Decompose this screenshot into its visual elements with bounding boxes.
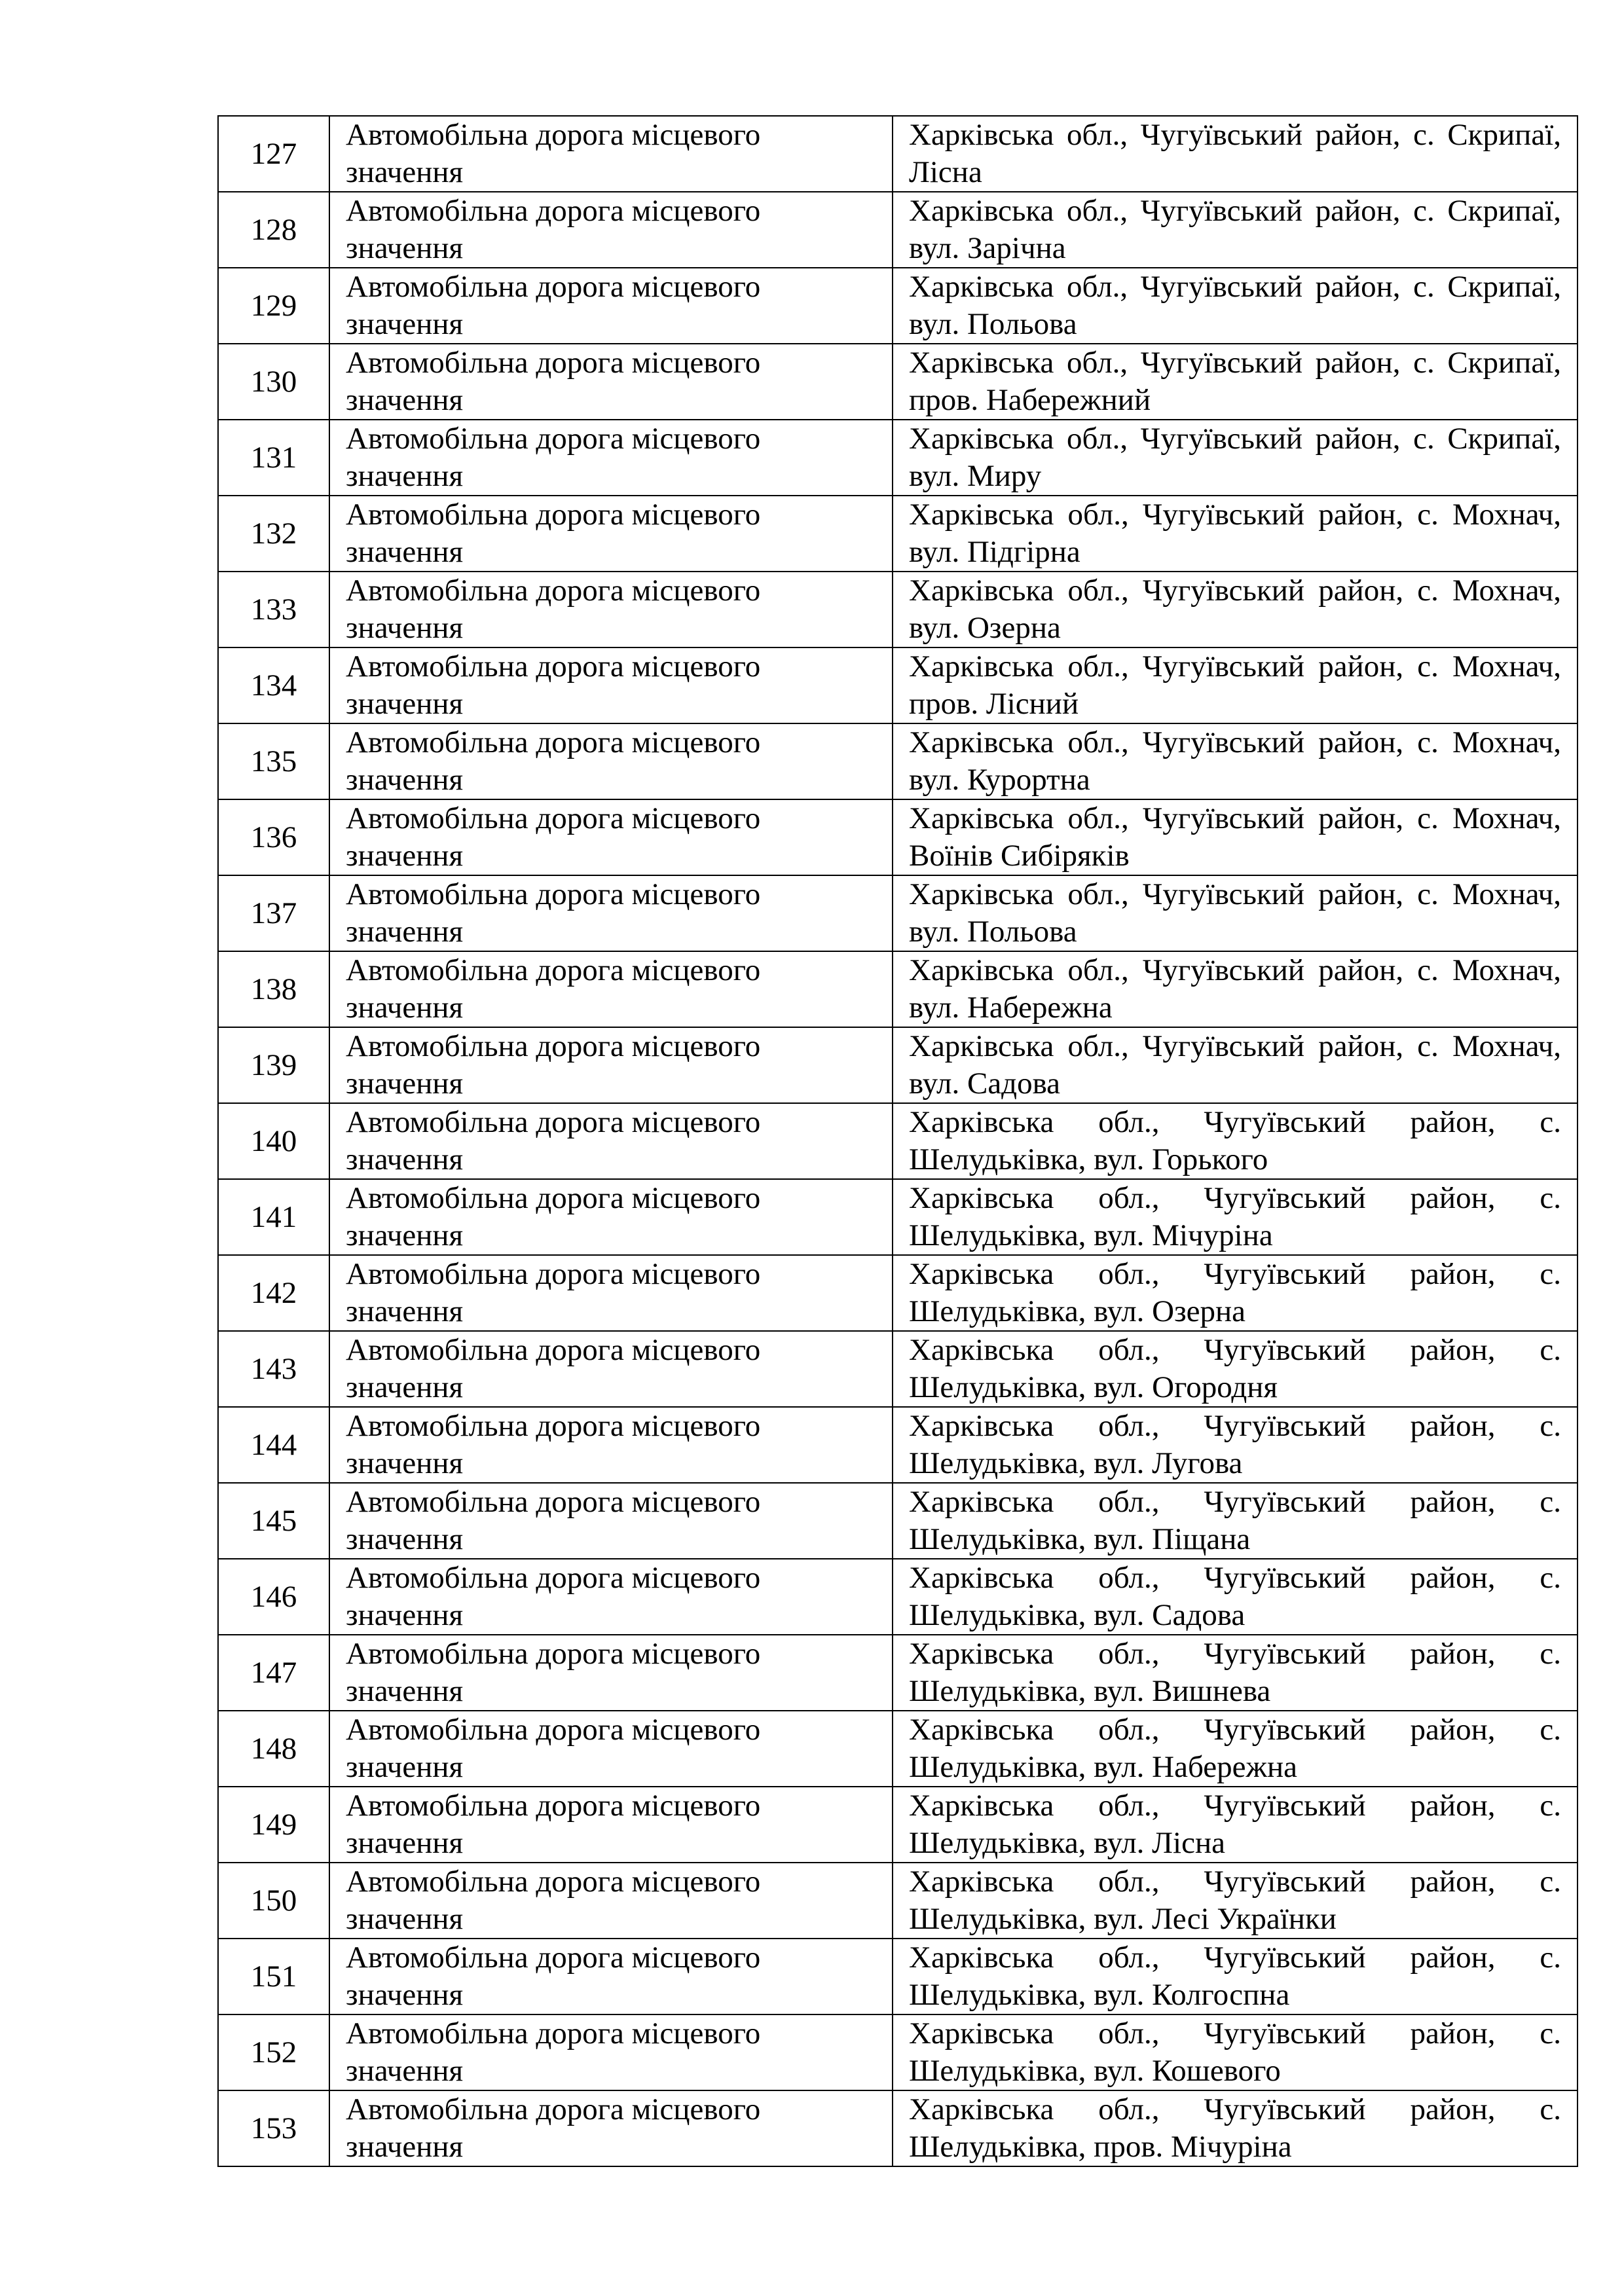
table-row xyxy=(218,420,1578,496)
row-number: 134 xyxy=(218,647,329,723)
table-row xyxy=(218,116,1578,192)
road-address: Харківська обл., Чугуївський район, с. Скрипаї, вул. Польова xyxy=(893,268,1578,344)
row-number: 153 xyxy=(218,2090,329,2166)
roads-table-body xyxy=(218,116,1578,2166)
road-name: Автомобільна дорога місцевого значення xyxy=(329,496,893,572)
table-row xyxy=(218,1255,1578,1331)
row-number: 139 xyxy=(218,1027,329,1103)
road-name: Автомобільна дорога місцевого значення xyxy=(329,2090,893,2166)
roads-table xyxy=(217,115,1578,2167)
road-address: Харківська обл., Чугуївський район, с. Скрипаї, Лісна xyxy=(893,116,1578,192)
road-address: Харківська обл., Чугуївський район, с. Мохнач, пров. Лісний xyxy=(893,647,1578,723)
road-address: Харківська обл., Чугуївський район, с. Шелудьківка, вул. Мічуріна xyxy=(893,1179,1578,1255)
road-name: Автомобільна дорога місцевого значення xyxy=(329,2014,893,2090)
road-name: Автомобільна дорога місцевого значення xyxy=(329,1255,893,1331)
table-row xyxy=(218,1939,1578,2014)
row-number: 127 xyxy=(218,116,329,192)
table-row xyxy=(218,1863,1578,1939)
road-address: Харківська обл., Чугуївський район, с. Шелудьківка, вул. Лісна xyxy=(893,1787,1578,1863)
row-number: 129 xyxy=(218,268,329,344)
road-address: Харківська обл., Чугуївський район, с. Скрипаї, вул. Зарічна xyxy=(893,192,1578,268)
road-address: Харківська обл., Чугуївський район, с. Мохнач, вул. Набережна xyxy=(893,951,1578,1027)
road-address: Харківська обл., Чугуївський район, с. Шелудьківка, вул. Кошевого xyxy=(893,2014,1578,2090)
road-address: Харківська обл., Чугуївський район, с. Скрипаї, вул. Миру xyxy=(893,420,1578,496)
road-address: Харківська обл., Чугуївський район, с. Мохнач, вул. Курортна xyxy=(893,723,1578,799)
row-number: 137 xyxy=(218,875,329,951)
table-row xyxy=(218,1559,1578,1635)
row-number: 133 xyxy=(218,572,329,647)
road-name: Автомобільна дорога місцевого значення xyxy=(329,1331,893,1407)
row-number: 136 xyxy=(218,799,329,875)
table-row xyxy=(218,799,1578,875)
table-row xyxy=(218,723,1578,799)
road-name: Автомобільна дорога місцевого значення xyxy=(329,1027,893,1103)
row-number: 150 xyxy=(218,1863,329,1939)
row-number: 152 xyxy=(218,2014,329,2090)
table-row xyxy=(218,1179,1578,1255)
table-row xyxy=(218,875,1578,951)
row-number: 147 xyxy=(218,1635,329,1711)
row-number: 148 xyxy=(218,1711,329,1787)
road-name: Автомобільна дорога місцевого значення xyxy=(329,1939,893,2014)
road-address: Харківська обл., Чугуївський район, с. Мохнач, вул. Польова xyxy=(893,875,1578,951)
table-row xyxy=(218,1711,1578,1787)
row-number: 149 xyxy=(218,1787,329,1863)
road-address: Харківська обл., Чугуївський район, с. Шелудьківка, вул. Піщана xyxy=(893,1483,1578,1559)
table-row xyxy=(218,1407,1578,1483)
row-number: 140 xyxy=(218,1103,329,1179)
road-address: Харківська обл., Чугуївський район, с. Скрипаї, пров. Набережний xyxy=(893,344,1578,420)
road-address: Харківська обл., Чугуївський район, с. Шелудьківка, пров. Мічуріна xyxy=(893,2090,1578,2166)
table-row xyxy=(218,2090,1578,2166)
row-number: 144 xyxy=(218,1407,329,1483)
table-row xyxy=(218,496,1578,572)
road-address: Харківська обл., Чугуївський район, с. Шелудьківка, вул. Набережна xyxy=(893,1711,1578,1787)
road-address: Харківська обл., Чугуївський район, с. Шелудьківка, вул. Лесі Українки xyxy=(893,1863,1578,1939)
table-row xyxy=(218,647,1578,723)
road-name: Автомобільна дорога місцевого значення xyxy=(329,1407,893,1483)
row-number: 130 xyxy=(218,344,329,420)
road-name: Автомобільна дорога місцевого значення xyxy=(329,344,893,420)
road-name: Автомобільна дорога місцевого значення xyxy=(329,192,893,268)
road-address: Харківська обл., Чугуївський район, с. Мохнач, вул. Садова xyxy=(893,1027,1578,1103)
road-address: Харківська обл., Чугуївський район, с. Мохнач, вул. Озерна xyxy=(893,572,1578,647)
row-number: 135 xyxy=(218,723,329,799)
row-number: 151 xyxy=(218,1939,329,2014)
road-name: Автомобільна дорога місцевого значення xyxy=(329,1179,893,1255)
road-address: Харківська обл., Чугуївський район, с. Шелудьківка, вул. Озерна xyxy=(893,1255,1578,1331)
road-name: Автомобільна дорога місцевого значення xyxy=(329,951,893,1027)
road-address: Харківська обл., Чугуївський район, с. Шелудьківка, вул. Садова xyxy=(893,1559,1578,1635)
road-name: Автомобільна дорога місцевого значення xyxy=(329,1711,893,1787)
road-name: Автомобільна дорога місцевого значення xyxy=(329,268,893,344)
road-name: Автомобільна дорога місцевого значення xyxy=(329,1635,893,1711)
road-name: Автомобільна дорога місцевого значення xyxy=(329,1483,893,1559)
table-row xyxy=(218,268,1578,344)
road-name: Автомобільна дорога місцевого значення xyxy=(329,572,893,647)
row-number: 146 xyxy=(218,1559,329,1635)
road-address: Харківська обл., Чугуївський район, с. Шелудьківка, вул. Колгоспна xyxy=(893,1939,1578,2014)
road-address: Харківська обл., Чугуївський район, с. Мохнач, Воїнів Сибіряків xyxy=(893,799,1578,875)
table-row xyxy=(218,1027,1578,1103)
table-row xyxy=(218,1635,1578,1711)
road-name: Автомобільна дорога місцевого значення xyxy=(329,1863,893,1939)
table-row xyxy=(218,1331,1578,1407)
row-number: 131 xyxy=(218,420,329,496)
road-name: Автомобільна дорога місцевого значення xyxy=(329,799,893,875)
road-name: Автомобільна дорога місцевого значення xyxy=(329,647,893,723)
row-number: 128 xyxy=(218,192,329,268)
table-row xyxy=(218,344,1578,420)
road-address: Харківська обл., Чугуївський район, с. Шелудьківка, вул. Вишнева xyxy=(893,1635,1578,1711)
road-address: Харківська обл., Чугуївський район, с. Шелудьківка, вул. Горького xyxy=(893,1103,1578,1179)
row-number: 132 xyxy=(218,496,329,572)
table-row xyxy=(218,951,1578,1027)
road-address: Харківська обл., Чугуївський район, с. Шелудьківка, вул. Огородня xyxy=(893,1331,1578,1407)
table-row xyxy=(218,1787,1578,1863)
row-number: 141 xyxy=(218,1179,329,1255)
table-row xyxy=(218,1103,1578,1179)
table-row xyxy=(218,572,1578,647)
road-address: Харківська обл., Чугуївський район, с. Шелудьківка, вул. Лугова xyxy=(893,1407,1578,1483)
road-name: Автомобільна дорога місцевого значення xyxy=(329,1787,893,1863)
table-row xyxy=(218,1483,1578,1559)
road-name: Автомобільна дорога місцевого значення xyxy=(329,1559,893,1635)
road-name: Автомобільна дорога місцевого значення xyxy=(329,116,893,192)
road-name: Автомобільна дорога місцевого значення xyxy=(329,875,893,951)
road-address: Харківська обл., Чугуївський район, с. Мохнач, вул. Підгірна xyxy=(893,496,1578,572)
road-name: Автомобільна дорога місцевого значення xyxy=(329,420,893,496)
row-number: 145 xyxy=(218,1483,329,1559)
row-number: 142 xyxy=(218,1255,329,1331)
table-row xyxy=(218,192,1578,268)
row-number: 138 xyxy=(218,951,329,1027)
road-name: Автомобільна дорога місцевого значення xyxy=(329,723,893,799)
road-name: Автомобільна дорога місцевого значення xyxy=(329,1103,893,1179)
row-number: 143 xyxy=(218,1331,329,1407)
table-row xyxy=(218,2014,1578,2090)
